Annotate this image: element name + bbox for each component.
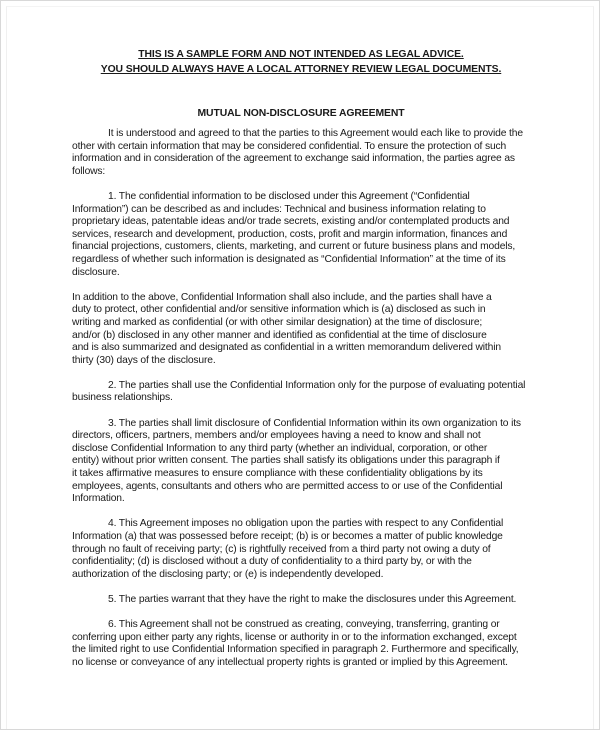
text-line [72,317,552,330]
line-text: employees, agents, consultants and others who are permitted access to or use of the Confidential [72,480,503,492]
text-line [72,644,552,657]
paragraph-2 [72,292,552,368]
line-text: the limited right to use Confidential Information specified in paragraph 2. Furthermore and specifically, [72,644,519,656]
text-line [72,128,552,141]
line-text: follows: [72,165,106,177]
line-text: thirty (30) days of the disclosure. [72,354,216,366]
text-line [72,342,552,355]
text-line [72,657,552,670]
line-text: services, research and development, production, costs, profit and margin information, finances and [72,228,508,240]
line-text: and/or (b) disclosed in any other manner and identified as confidential at the time of disclosure [72,329,487,341]
text-line [72,632,552,645]
line-text: Information. [72,493,125,505]
text-line [72,481,552,494]
disclaimer-line-1: THIS IS A SAMPLE FORM AND NOT INTENDED AS LEGAL ADVICE. [138,49,464,60]
line-text: directors, officers, partners, members and/or employees having a need to know and shall not [72,430,481,442]
line-text: disclose Confidential Information to any third party (whether an individual, corporation, or other [72,442,488,454]
text-line [72,292,552,305]
paragraph-0 [72,128,552,178]
line-text: business relationships. [72,392,173,404]
text-line [72,141,552,154]
text-line [72,518,552,531]
text-line [72,455,552,468]
line-text: conferring upon either party any rights, license or authority in or to the information exchanged, except [72,631,517,643]
line-text: entity) without prior written consent. The parties shall satisfy its obligations under this paragraph if [72,455,500,467]
text-line [72,380,552,393]
text-line [72,531,552,544]
text-line [72,418,552,431]
text-line [72,443,552,456]
line-text: Information (a) that was possessed before receipt; (b) is or becomes a matter of public knowledge [72,531,503,542]
line-text: and is also summarized and designated as confidential in a written memorandum delivered within [72,342,501,354]
line-text: In addition to the above, Confidential Information shall also include, and the parties shall have a [72,291,492,303]
line-text: 6. This Agreement shall not be construed as creating, conveying, transferring, granting or [108,619,500,631]
line-text: no license or conveyance of any intellectual property rights is granted or implied by this Agreement. [72,656,508,668]
text-line [72,191,552,204]
line-text: information and in consideration of the agreement to exchange said information, the parties agree as [72,153,515,165]
line-text: confidentiality; (d) is disclosed without a duty of confidentiality to a third party by, or with the [72,556,472,568]
text-line [72,166,552,179]
line-text: 3. The parties shall limit disclosure of Confidential Information within its own organization to its [108,417,521,429]
text-line [72,304,552,317]
document-title: MUTUAL NON-DISCLOSURE AGREEMENT [197,108,405,119]
line-text: 2. The parties shall use the Confidential Information only for the purpose of evaluating potential [108,379,526,391]
text-line [72,569,552,582]
text-line [72,594,552,607]
line-text: 4. This Agreement imposes no obligation upon the parties with respect to any Confidential [108,518,504,530]
line-text: proprietary ideas, patentable ideas and/or trade secrets, existing and/or contemplated products and [72,216,510,228]
line-text: duty to protect, other confidential and/or sensitive information which is (a) disclosed as such in [72,304,486,316]
disclaimer-line-2: YOU SHOULD ALWAYS HAVE A LOCAL ATTORNEY REVIEW LEGAL DOCUMENTS. [100,64,502,75]
text-line [72,430,552,443]
paragraph-3 [72,380,552,405]
line-text: 5. The parties warrant that they have the right to make the disclosures under this Agreement. [108,593,517,605]
text-line [72,204,552,217]
line-text: regardless of whether such information is designated as “Confidential Information” at the time of its [72,253,506,265]
text-line [72,544,552,557]
paragraph-5 [72,518,552,581]
document-body [72,128,552,682]
text-line [72,267,552,280]
line-text: it takes affirmative measures to ensure compliance with these confidentiality obligations by its [72,468,483,480]
paragraph-6 [72,594,552,607]
text-line [72,216,552,229]
line-text: other with certain information that may be considered confidential. To ensure the protection of such [72,140,507,152]
text-line [72,392,552,405]
line-text: writing and marked as confidential (or with other similar designation) at the time of disclosure; [72,316,483,328]
text-line [72,241,552,254]
text-line [72,556,552,569]
text-line [72,330,552,343]
line-text: financial projections, customers, clients, marketing, and current or future business plans and models, [72,241,516,253]
paragraph-7 [72,619,552,669]
text-line [72,153,552,166]
line-text: through no fault of receiving party; (c) is rightfully received from a third party not owing a duty of [72,543,491,555]
paragraph-4 [72,418,552,506]
line-text: 1. The confidential information to be disclosed under this Agreement (“Confidential [108,190,470,202]
text-line [72,493,552,506]
line-text: authorization of the disclosing party; or (e) is independently developed. [72,568,384,580]
text-line [72,254,552,267]
line-text: It is understood and agreed to that the parties to this Agreement would each like to provide the [108,128,523,139]
text-line [72,355,552,368]
line-text: Information”) can be described as and includes: Technical and business information relating to [72,203,486,215]
text-line [72,468,552,481]
paragraph-1 [72,191,552,279]
text-line [72,619,552,632]
line-text: disclosure. [72,266,120,278]
text-line [72,229,552,242]
